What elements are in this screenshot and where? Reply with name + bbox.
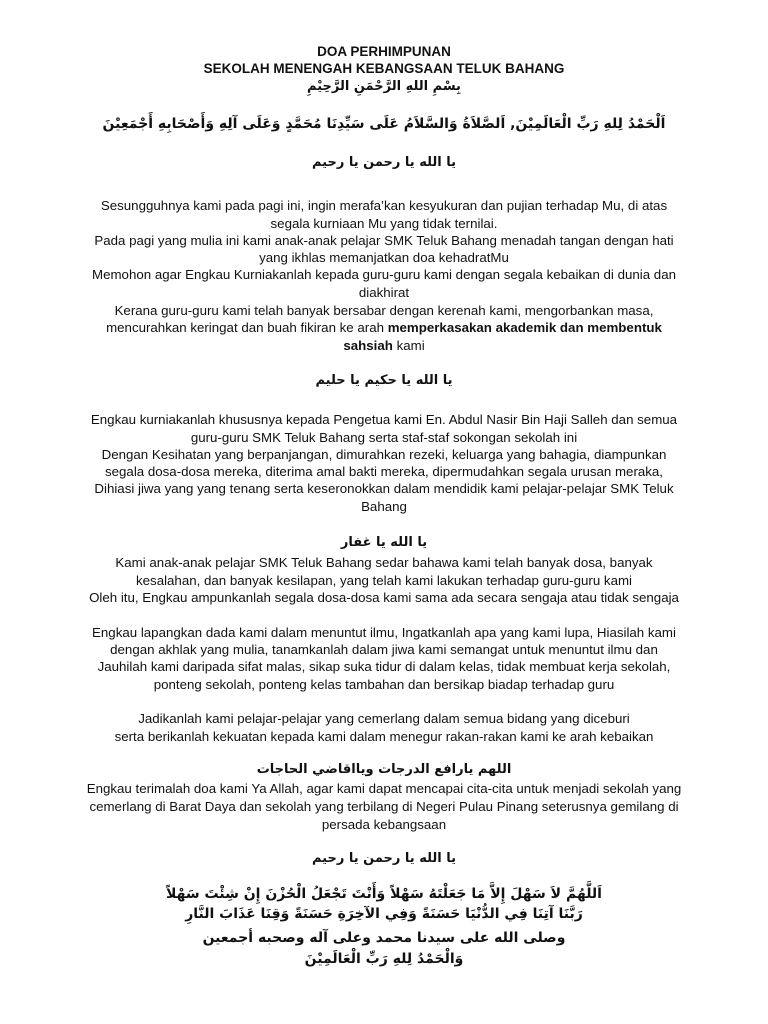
invocation-2: يا الله يا حكيم يا حليم (315, 373, 453, 388)
p4-line: Engkau lapangkan dada kami dalam menuntut ilmu, Ingatkanlah apa yang kami lupa, Hiasilah kami (92, 625, 676, 640)
p1-line-9-bold: sahsiah (343, 338, 393, 353)
p1-line-8-normal: mencurahkan keringat dan buah fikiran ke arah (106, 320, 388, 335)
p2-line: Bahang (361, 499, 407, 514)
p2-line: Dihiasi jiwa yang yang tenang serta keseronokkan dalam mendidik kami pelajar-pelajar SMK Teluk (94, 481, 674, 496)
p5-line: Jadikanlah kami pelajar-pelajar yang cemerlang dalam semua bidang yang diceburi (138, 711, 630, 726)
p3-line: Oleh itu, Engkau ampunkanlah segala dosa-dosa kami sama ada secara sengaja atau tidak sengaja (89, 590, 679, 605)
p1-line: Kerana guru-guru kami telah banyak bersabar dengan kerenah kami, mengorbankan masa, (114, 303, 654, 318)
p6-line: persada kebangsaan (321, 817, 447, 832)
document-title: DOA PERHIMPUNAN (317, 44, 451, 59)
p2-line: guru-guru SMK Teluk Bahang serta staf-staf sokongan sekolah ini (190, 430, 578, 445)
p2-line: segala dosa-dosa mereka, diterima amal bakti mereka, dipermudahkan segala urusan meraka, (104, 464, 664, 479)
opening-arabic: اَلْحَمْدُ لِلهِ رَبِّ الْعَالَمِيْنَ, اَلصَّلاَةُ وَالسَّلاَمُ عَلَى سَيِّدِنَا مُحَمَّدٍ وَعَلَى آلِهِ وَأَصْحَابِهِ أَجْمَعِيْنَ (102, 116, 666, 132)
p2-line: Dengan Kesihatan yang berpanjangan, dimurahkan rezeki, keluarga yang bahagia, diampunkan (101, 447, 667, 462)
p1-line-9 (0, 338, 768, 353)
p1-line: Pada pagi yang mulia ini kami anak-anak pelajar SMK Teluk Bahang menadah tangan dengan hati (94, 233, 674, 248)
p1-line-8 (0, 320, 768, 335)
invocation-3: يا الله يا غفار (340, 535, 428, 550)
p1-line: segala kurniaan Mu yang tidak ternilai. (270, 216, 498, 231)
p4-line: ponteng sekolah, ponteng kelas tambahan dan bersikap biadap terhadap guru (153, 677, 615, 692)
closing-line: اَللَّهُمَّ لاَ سَهْلَ إِلاَّ مَا جَعَلْتَهُ سَهْلاً وَأَنْتَ تَجْعَلُ الْحُزْنَ إِنْ شِئْتَ سَهْلاً (166, 886, 602, 902)
p5-line: serta berikanlah kekuatan kepada kami dalam menegur rakan-rakan kami ke arah kebaikan (114, 729, 654, 744)
p1-line: yang ikhlas memanjatkan doa kehadratMu (259, 250, 509, 265)
p4-line: Jauhilah kami daripada sifat malas, sikap suka tidur di dalam kelas, tidak membuat kerja sekolah, (97, 659, 671, 674)
p1-line-8-bold: memperkasakan akademik dan membentuk (387, 320, 662, 335)
invocation-4: اللهم يارافع الدرجات ويااقاضي الحاجات (256, 762, 512, 777)
p1-line: Memohon agar Engkau Kurniakanlah kepada guru-guru kami dengan segala kebaikan di dunia dan (92, 267, 676, 282)
p4-line: dengan akhlak yang mulia, tanamkanlah dalam jiwa kami semangat untuk menuntut ilmu dan (110, 642, 658, 657)
invocation-5: يا الله يا رحمن يا رحيم (311, 851, 457, 866)
p6-line: cemerlang di Barat Daya dan sekolah yang terbilang di Negeri Pulau Pinang seterusnya gemilang di (89, 799, 679, 814)
p6-line: Engkau terimalah doa kami Ya Allah, agar kami dapat mencapai cita-cita untuk menjadi sekolah yang (86, 781, 682, 796)
invocation-1: يا الله يا رحمن يا رحيم (311, 155, 457, 170)
school-name: SEKOLAH MENENGAH KEBANGSAAN TELUK BAHANG (203, 61, 565, 76)
p1-line: Sesungguhnya kami pada pagi ini, ingin merafa’kan kesyukuran dan pujian terhadap Mu, di atas (100, 198, 668, 213)
closing-line: رَبَّنَا آتِنَا فِي الدُّنْيَا حَسَنَةً وَفِي الآخِرَةِ حَسَنَةً وَقِنَا عَذَابَ النَّارِ (185, 906, 583, 922)
p3-line: Kami anak-anak pelajar SMK Teluk Bahang sedar bahawa kami telah banyak dosa, banyak (115, 555, 653, 570)
p1-line-9-normal: kami (392, 338, 425, 353)
p2-line: Engkau kurniakanlah khususnya kepada Pengetua kami En. Abdul Nasir Bin Haji Salleh dan semua (90, 412, 678, 427)
closing-line: وصلى الله على سيدنا محمد وعلى آله وصحبه أجمعين (202, 930, 566, 946)
basmalah: بِسْمِ اللهِ الرَّحْمَنِ الرَّحِيْمِ (307, 79, 461, 94)
p3-line: kesalahan, dan banyak kesilapan, yang telah kami lakukan terhadap guru-guru kami (136, 573, 632, 588)
p1-line: diakhirat (358, 285, 410, 300)
closing-line: وَالْحَمْدُ لِلهِ رَبِّ الْعَالَمِيْنَ (304, 951, 464, 967)
